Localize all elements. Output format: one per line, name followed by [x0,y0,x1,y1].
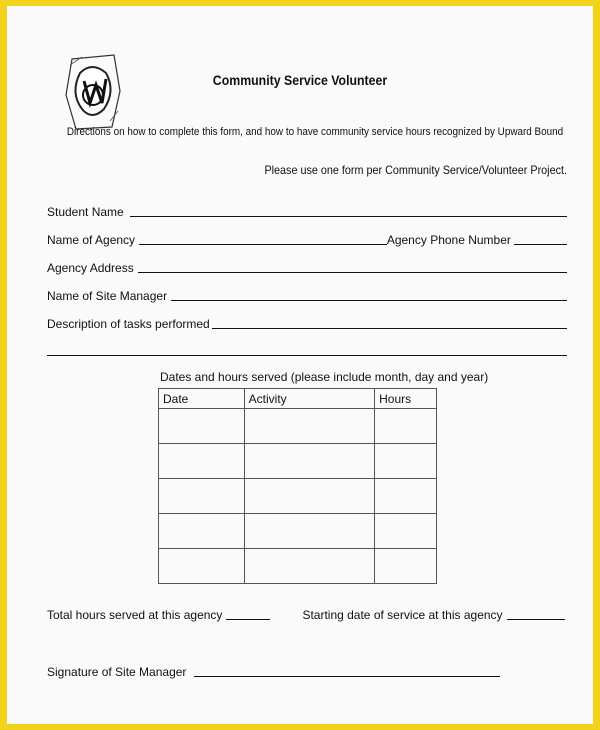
activity-cell[interactable] [244,549,374,584]
form-page [7,6,593,724]
table-row [159,549,437,584]
hours-cell[interactable] [375,514,437,549]
hours-cell[interactable] [375,549,437,584]
hours-table [158,388,437,584]
table-row [159,514,437,549]
total-hours-label: Total hours served at this agency [47,608,223,622]
hours-table-body [159,409,437,584]
totals-row [47,604,565,622]
table-row [159,409,437,444]
tasks-label: Description of tasks performed [47,317,210,331]
site-manager-label: Name of Site Manager [47,289,168,303]
total-hours-line[interactable] [226,619,270,620]
one-form-note: Please use one form per Community Service/Volunteer Project. [264,163,567,177]
agency-address-line[interactable] [138,272,567,273]
hours-cell[interactable] [375,409,437,444]
site-manager-line[interactable] [171,300,567,301]
student-name-row [47,201,567,219]
hours-table-caption: Dates and hours served (please include month, day and year) [160,370,489,384]
agency-name-label: Name of Agency [47,233,136,247]
signature-row [47,661,500,679]
activity-cell[interactable] [244,444,374,479]
activity-cell[interactable] [244,479,374,514]
start-date-label: Starting date of service at this agency [302,608,503,622]
hours-cell[interactable] [375,444,437,479]
table-row [159,479,437,514]
hours-cell[interactable] [375,479,437,514]
date-cell[interactable] [159,479,245,514]
site-manager-row [47,285,567,303]
activity-cell[interactable] [244,409,374,444]
signature-label: Signature of Site Manager [47,665,187,679]
start-date-line[interactable] [507,619,565,620]
agency-name-line[interactable] [139,244,387,245]
agency-phone-line[interactable] [514,244,567,245]
agency-address-row [47,257,567,275]
table-row [159,444,437,479]
agency-row [47,229,567,247]
student-name-line[interactable] [130,216,567,217]
activity-cell[interactable] [244,514,374,549]
agency-phone-label: Agency Phone Number [386,233,511,247]
date-cell[interactable] [159,409,245,444]
date-cell[interactable] [159,444,245,479]
tasks-row [47,313,567,331]
directions-text: Directions on how to complete this form, and how to have community service hours recognized by Upward Bound [66,126,564,138]
tasks-continuation-line[interactable] [47,355,567,356]
agency-address-label: Agency Address [47,261,134,275]
activity-column-header: Activity [244,389,374,409]
date-column-header: Date [159,389,245,409]
hours-table-header-row [159,389,437,409]
date-cell[interactable] [159,514,245,549]
signature-line[interactable] [194,676,500,677]
student-name-label: Student Name [47,205,124,219]
date-cell[interactable] [159,549,245,584]
form-title: Community Service Volunteer [212,72,388,88]
tasks-line[interactable] [212,328,567,329]
hours-column-header: Hours [375,389,437,409]
upward-bound-logo [62,51,124,133]
